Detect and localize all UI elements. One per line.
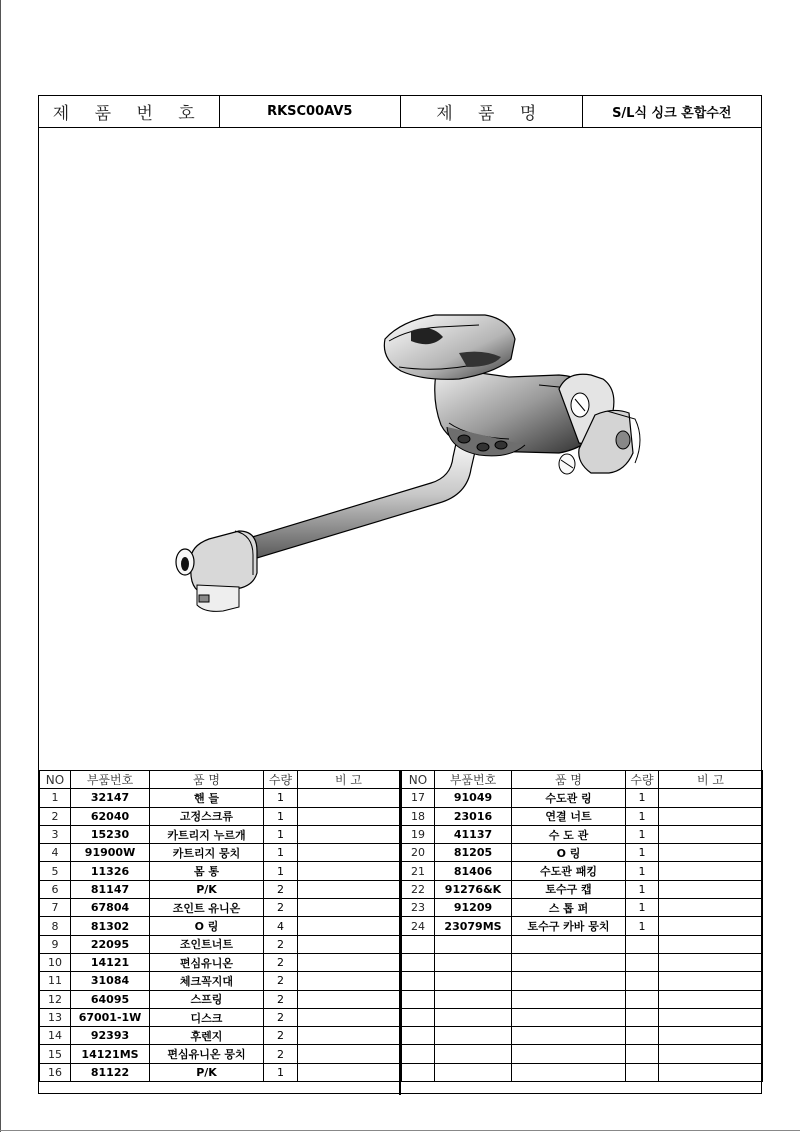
part-number-cell <box>435 1063 512 1081</box>
product-name: S/L식 싱크 혼합수전 <box>612 106 732 121</box>
part-number-cell: 23016 <box>435 807 512 825</box>
row-number-cell: 4 <box>40 844 71 862</box>
remarks-cell <box>659 880 763 898</box>
page-left-edge <box>0 0 1 1132</box>
product-number: RKSC00AV5 <box>220 96 402 127</box>
quantity-cell <box>626 1063 659 1081</box>
part-number-cell: 81302 <box>71 917 150 935</box>
header-no: NO <box>40 771 71 789</box>
row-number-cell: 8 <box>40 917 71 935</box>
spout-pipe <box>239 433 478 561</box>
header-part-number: 부품번호 <box>435 771 512 789</box>
row-number-cell: 20 <box>402 844 435 862</box>
remarks-cell <box>298 899 400 917</box>
quantity-cell: 1 <box>626 862 659 880</box>
table-row <box>40 1063 400 1081</box>
table-row <box>402 1008 763 1026</box>
quantity-cell: 2 <box>264 1008 298 1026</box>
part-number-cell <box>435 953 512 971</box>
remarks-cell <box>298 953 400 971</box>
table-row <box>40 917 400 935</box>
quantity-cell: 1 <box>626 807 659 825</box>
quantity-cell <box>626 990 659 1008</box>
part-number-cell: 11326 <box>71 862 150 880</box>
remarks-cell <box>298 972 400 990</box>
table-row <box>40 1045 400 1063</box>
part-name-cell: 토수구 카바 뭉치 <box>512 917 626 935</box>
quantity-cell: 2 <box>264 990 298 1008</box>
row-number-cell <box>402 1045 435 1063</box>
quantity-cell: 2 <box>264 1045 298 1063</box>
row-number-cell: 18 <box>402 807 435 825</box>
quantity-cell <box>626 1027 659 1045</box>
table-row <box>402 844 763 862</box>
table-row <box>402 862 763 880</box>
table-row <box>402 1063 763 1081</box>
part-name-cell: 핸 들 <box>150 789 264 807</box>
part-name-cell: P/K <box>150 880 264 898</box>
quantity-cell: 2 <box>264 1027 298 1045</box>
quantity-cell: 1 <box>264 807 298 825</box>
part-name-cell: 체크꼭지대 <box>150 972 264 990</box>
part-number-cell: 41137 <box>435 825 512 843</box>
header-remarks: 비 고 <box>659 771 763 789</box>
remarks-cell <box>659 953 763 971</box>
row-number-cell: 12 <box>40 990 71 1008</box>
part-name-cell <box>512 1063 626 1081</box>
faucet-drawing-icon <box>39 127 763 770</box>
quantity-cell: 1 <box>264 825 298 843</box>
table-row <box>402 990 763 1008</box>
quantity-cell: 1 <box>264 844 298 862</box>
remarks-cell <box>298 880 400 898</box>
quantity-cell: 4 <box>264 917 298 935</box>
quantity-cell: 2 <box>264 935 298 953</box>
part-number-cell: 91900W <box>71 844 150 862</box>
page-bottom-edge <box>0 1130 800 1131</box>
part-number-cell: 14121MS <box>71 1045 150 1063</box>
part-number-cell: 81122 <box>71 1063 150 1081</box>
row-number-cell: 21 <box>402 862 435 880</box>
handle <box>384 315 515 379</box>
part-number-cell: 31084 <box>71 972 150 990</box>
part-name-cell: 스프링 <box>150 990 264 1008</box>
quantity-cell: 2 <box>264 953 298 971</box>
part-number-cell <box>435 935 512 953</box>
table-row <box>402 935 763 953</box>
part-name-cell: 수도관 링 <box>512 789 626 807</box>
row-number-cell <box>402 935 435 953</box>
part-name-cell <box>512 1008 626 1026</box>
part-name-cell: O 링 <box>512 844 626 862</box>
part-number-cell <box>435 972 512 990</box>
part-name-cell <box>512 935 626 953</box>
quantity-cell: 1 <box>264 862 298 880</box>
part-number-cell: 81205 <box>435 844 512 862</box>
part-name-cell: O 링 <box>150 917 264 935</box>
part-number-cell <box>435 1027 512 1045</box>
quantity-cell <box>626 1045 659 1063</box>
part-name-cell: 편심유니온 <box>150 953 264 971</box>
row-number-cell <box>402 972 435 990</box>
row-number-cell: 22 <box>402 880 435 898</box>
remarks-cell <box>298 1027 400 1045</box>
part-number-cell <box>435 990 512 1008</box>
row-number-cell: 7 <box>40 899 71 917</box>
part-number-cell: 14121 <box>71 953 150 971</box>
remarks-cell <box>298 807 400 825</box>
table-row <box>40 972 400 990</box>
quantity-cell <box>626 972 659 990</box>
remarks-cell <box>659 935 763 953</box>
row-number-cell: 10 <box>40 953 71 971</box>
table-row <box>402 1045 763 1063</box>
part-number-cell: 22095 <box>71 935 150 953</box>
parts-table-left <box>39 770 400 1082</box>
quantity-cell <box>626 1008 659 1026</box>
header-quantity: 수량 <box>264 771 298 789</box>
part-name-cell: 스 톱 퍼 <box>512 899 626 917</box>
remarks-cell <box>659 899 763 917</box>
table-row <box>40 807 400 825</box>
table-row <box>402 1027 763 1045</box>
table-row <box>40 825 400 843</box>
part-number-cell: 32147 <box>71 789 150 807</box>
part-name-cell: 수도관 패킹 <box>512 862 626 880</box>
part-number-cell: 92393 <box>71 1027 150 1045</box>
remarks-cell <box>659 917 763 935</box>
part-name-cell: 카트리지 누르개 <box>150 825 264 843</box>
remarks-cell <box>298 862 400 880</box>
row-number-cell <box>402 1027 435 1045</box>
row-number-cell: 23 <box>402 899 435 917</box>
parts-list <box>39 770 761 1095</box>
remarks-cell <box>298 1063 400 1081</box>
quantity-cell: 2 <box>264 972 298 990</box>
part-number-cell <box>435 1045 512 1063</box>
table-row <box>402 953 763 971</box>
part-number-cell: 64095 <box>71 990 150 1008</box>
quantity-cell: 1 <box>264 789 298 807</box>
table-row <box>40 1008 400 1026</box>
table-row <box>402 807 763 825</box>
row-number-cell: 19 <box>402 825 435 843</box>
remarks-cell <box>298 1008 400 1026</box>
part-number-cell: 23079MS <box>435 917 512 935</box>
row-number-cell: 17 <box>402 789 435 807</box>
table-row <box>402 880 763 898</box>
quantity-cell: 1 <box>626 825 659 843</box>
part-name-cell: 편심유니온 뭉치 <box>150 1045 264 1063</box>
row-number-cell <box>402 953 435 971</box>
remarks-cell <box>659 990 763 1008</box>
row-number-cell: 24 <box>402 917 435 935</box>
part-name-cell <box>512 972 626 990</box>
title-block <box>39 96 761 128</box>
part-name-cell: 토수구 캡 <box>512 880 626 898</box>
table-row <box>402 917 763 935</box>
part-name-cell: 조인트 유니온 <box>150 899 264 917</box>
outlet-cap <box>176 531 257 611</box>
table-row <box>40 935 400 953</box>
quantity-cell: 1 <box>626 880 659 898</box>
part-name-cell: P/K <box>150 1063 264 1081</box>
quantity-cell: 1 <box>264 1063 298 1081</box>
header-no: NO <box>402 771 435 789</box>
table-row <box>40 789 400 807</box>
part-name-cell: 몸 통 <box>150 862 264 880</box>
remarks-cell <box>659 807 763 825</box>
quantity-cell <box>626 935 659 953</box>
part-name-cell <box>512 990 626 1008</box>
quantity-cell: 1 <box>626 917 659 935</box>
table-row <box>402 972 763 990</box>
header-part-name: 품 명 <box>512 771 626 789</box>
row-number-cell <box>402 1063 435 1081</box>
part-name-cell: 후렌지 <box>150 1027 264 1045</box>
part-number-cell: 15230 <box>71 825 150 843</box>
remarks-cell <box>298 1045 400 1063</box>
quantity-cell: 2 <box>264 899 298 917</box>
part-number-cell: 67804 <box>71 899 150 917</box>
quantity-cell: 2 <box>264 880 298 898</box>
row-number-cell <box>402 1008 435 1026</box>
table-header-row <box>402 771 763 789</box>
part-name-cell: 디스크 <box>150 1008 264 1026</box>
row-number-cell <box>402 990 435 1008</box>
row-number-cell: 2 <box>40 807 71 825</box>
remarks-cell <box>659 825 763 843</box>
remarks-cell <box>659 972 763 990</box>
header-part-name: 품 명 <box>150 771 264 789</box>
part-number-cell: 81406 <box>435 862 512 880</box>
table-row <box>40 862 400 880</box>
row-number-cell: 9 <box>40 935 71 953</box>
table-row <box>402 825 763 843</box>
remarks-cell <box>659 844 763 862</box>
row-number-cell: 3 <box>40 825 71 843</box>
header-remarks: 비 고 <box>298 771 400 789</box>
table-row <box>40 844 400 862</box>
quantity-cell: 1 <box>626 844 659 862</box>
row-number-cell: 13 <box>40 1008 71 1026</box>
remarks-cell <box>659 1063 763 1081</box>
quantity-cell: 1 <box>626 899 659 917</box>
part-name-cell: 고정스크류 <box>150 807 264 825</box>
row-number-cell: 14 <box>40 1027 71 1045</box>
remarks-cell <box>659 1008 763 1026</box>
remarks-cell <box>659 1045 763 1063</box>
part-number-cell: 67001-1W <box>71 1008 150 1026</box>
part-name-cell <box>512 953 626 971</box>
table-row <box>40 880 400 898</box>
part-number-cell: 91276&K <box>435 880 512 898</box>
part-number-cell: 91049 <box>435 789 512 807</box>
table-row <box>40 1027 400 1045</box>
table-row <box>402 789 763 807</box>
remarks-cell <box>298 789 400 807</box>
part-number-cell: 81147 <box>71 880 150 898</box>
remarks-cell <box>659 789 763 807</box>
remarks-cell <box>298 917 400 935</box>
part-number-cell: 91209 <box>435 899 512 917</box>
part-name-cell: 카트리지 뭉치 <box>150 844 264 862</box>
part-name-cell: 수 도 관 <box>512 825 626 843</box>
part-name-cell <box>512 1045 626 1063</box>
parts-table-right <box>401 770 763 1082</box>
part-number-cell: 62040 <box>71 807 150 825</box>
part-name-cell <box>512 1027 626 1045</box>
remarks-cell <box>298 844 400 862</box>
product-number-label: 제 품 번 호 <box>39 96 220 127</box>
quantity-cell <box>626 953 659 971</box>
table-row <box>402 899 763 917</box>
row-number-cell: 15 <box>40 1045 71 1063</box>
table-row <box>40 899 400 917</box>
remarks-cell <box>298 825 400 843</box>
table-row <box>40 953 400 971</box>
header-part-number: 부품번호 <box>71 771 150 789</box>
remarks-cell <box>298 935 400 953</box>
product-name-label: 제 품 명 <box>401 96 583 127</box>
row-number-cell: 6 <box>40 880 71 898</box>
table-header-row <box>40 771 400 789</box>
row-number-cell: 1 <box>40 789 71 807</box>
remarks-cell <box>298 990 400 1008</box>
row-number-cell: 5 <box>40 862 71 880</box>
part-number-cell <box>435 1008 512 1026</box>
remarks-cell <box>659 1027 763 1045</box>
drawing-sheet <box>38 95 762 1094</box>
row-number-cell: 11 <box>40 972 71 990</box>
row-number-cell: 16 <box>40 1063 71 1081</box>
remarks-cell <box>659 862 763 880</box>
quantity-cell: 1 <box>626 789 659 807</box>
header-quantity: 수량 <box>626 771 659 789</box>
part-name-cell: 연결 너트 <box>512 807 626 825</box>
part-name-cell: 조인트너트 <box>150 935 264 953</box>
drawing-area <box>39 127 761 770</box>
table-row <box>40 990 400 1008</box>
